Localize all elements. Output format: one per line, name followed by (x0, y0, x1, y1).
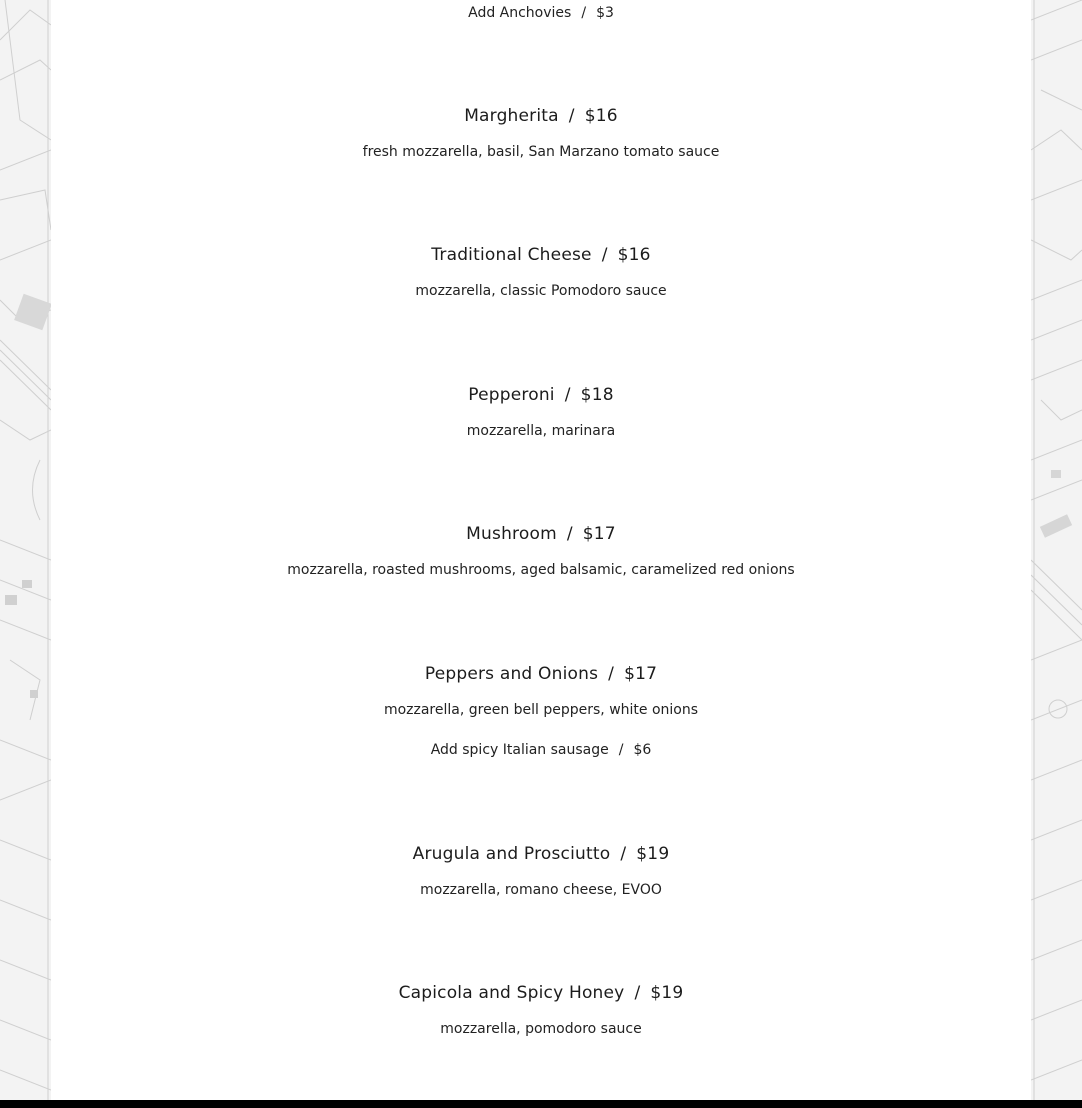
item-description: mozzarella, marinara (466, 423, 616, 439)
bottom-bar (0, 1100, 1082, 1108)
addon-price: $3 (596, 5, 614, 21)
item-description: fresh mozzarella, basil, San Marzano tomato sauce (362, 144, 720, 160)
price-separator: / (568, 106, 575, 126)
item-name: Arugula and Prosciutto (412, 844, 611, 864)
item-title (51, 523, 1031, 545)
addon-line (51, 741, 1031, 759)
top-addon (51, 4, 1031, 22)
menu-item (51, 384, 1031, 440)
addon-line (51, 4, 1031, 22)
item-name: Mushroom (466, 524, 557, 544)
menu-item (51, 105, 1031, 161)
price-separator: / (564, 385, 571, 405)
item-description: mozzarella, pomodoro sauce (440, 1021, 642, 1037)
price-separator: / (601, 245, 608, 265)
price-separator: / (618, 742, 624, 758)
item-name: Peppers and Onions (424, 664, 599, 684)
menu-item (51, 244, 1031, 300)
item-name: Capicola and Spicy Honey (398, 983, 625, 1003)
item-price: $16 (617, 245, 651, 265)
item-title (51, 384, 1031, 406)
item-price: $16 (584, 106, 618, 126)
item-price: $18 (580, 385, 614, 405)
price-separator: / (566, 524, 573, 544)
item-description: mozzarella, roasted mushrooms, aged balsamic, caramelized red onions (287, 562, 795, 578)
item-price: $17 (582, 524, 616, 544)
item-description: mozzarella, classic Pomodoro sauce (415, 283, 667, 299)
map-background-right (1031, 0, 1082, 1100)
item-title (51, 843, 1031, 865)
price-separator: / (608, 664, 615, 684)
menu-item (51, 843, 1031, 899)
item-name: Pepperoni (468, 385, 555, 405)
price-separator: / (620, 844, 627, 864)
addon-price: $6 (633, 742, 652, 758)
item-price: $19 (650, 983, 684, 1003)
price-separator: / (634, 983, 641, 1003)
item-title (51, 105, 1031, 127)
item-price: $19 (636, 844, 670, 864)
menu-item (51, 523, 1031, 579)
price-separator: / (581, 5, 587, 21)
item-description: mozzarella, romano cheese, EVOO (420, 882, 662, 898)
item-title (51, 982, 1031, 1004)
menu-panel (51, 0, 1031, 1100)
map-background-left (0, 0, 51, 1100)
item-name: Margherita (464, 106, 559, 126)
addon-label: Add spicy Italian sausage (430, 742, 609, 758)
street-map-illustration (1031, 0, 1082, 1100)
item-name: Traditional Cheese (431, 245, 592, 265)
menu-item (51, 663, 1031, 759)
item-description: mozzarella, green bell peppers, white onions (383, 702, 699, 718)
addon-label: Add Anchovies (468, 5, 572, 21)
menu-item (51, 982, 1031, 1038)
street-map-illustration (0, 0, 51, 1100)
item-title (51, 663, 1031, 685)
item-price: $17 (624, 664, 658, 684)
item-title (51, 244, 1031, 266)
